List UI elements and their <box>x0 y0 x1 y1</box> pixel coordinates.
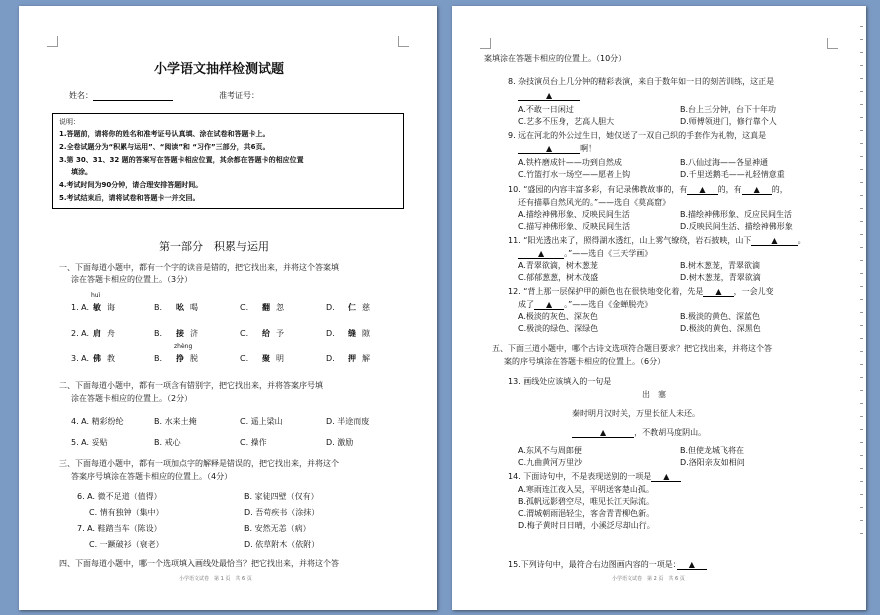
q10-source: 还有描摹自然风光的。”——选自《莫高窟》 <box>518 198 671 207</box>
option-char: 敏 <box>93 303 101 312</box>
option-char: 聚 <box>262 354 270 363</box>
q15-text <box>508 559 707 570</box>
option: B. 戒心 <box>154 438 181 447</box>
blank-marker: ▲ <box>771 236 778 245</box>
q8-text: 8. 杂技演员台上几分钟的精彩表演，来自于数年如一日的刻苦训练，这正是 <box>508 77 775 86</box>
margin-tick <box>860 195 863 196</box>
margin-tick <box>860 182 863 183</box>
page-1 <box>19 6 437 610</box>
margin-tick <box>860 455 863 456</box>
margin-tick <box>860 65 863 66</box>
option: B.台上三分钟，台下十年功 <box>680 105 777 114</box>
option: C.极淡的绿色、深绿色 <box>518 324 599 333</box>
question-heading: 答案序号填涂在答题卡相应的位置上。（4分） <box>71 472 233 481</box>
margin-tick <box>860 143 863 144</box>
option-char: 佛 <box>93 354 101 363</box>
note-line: 5.考试结束后，请将试卷和答题卡一并交回。 <box>59 194 200 202</box>
option: D.反映民间生活、描绘神佛形象 <box>680 222 793 231</box>
margin-tick <box>860 351 863 352</box>
note-line: 3.第 30、31、32 题的答案写在答题卡相应位置，其余都在答题卡的相应位置 <box>59 156 304 164</box>
option-label: C. <box>240 329 249 338</box>
notes-title: 说明： <box>59 118 80 126</box>
margin-tick <box>860 338 863 339</box>
q11-part: 。 <box>797 236 806 245</box>
margin-tick <box>860 286 863 287</box>
note-line: 填涂。 <box>71 168 92 176</box>
option: A.描绘神佛形象、反映民间生活 <box>518 210 630 219</box>
q14-option: B.孤帆远影碧空尽，唯见长江天际流。 <box>518 497 655 506</box>
option-label: D. <box>326 303 335 312</box>
option: B.但使龙城飞将在 <box>680 446 745 455</box>
option-char-rest: 明 <box>276 354 284 363</box>
q9-blank <box>518 143 596 154</box>
question-heading: 一、下面每道小题中，都有一个字的读音是错的，把它找出来，并将这个答案填 <box>59 263 339 272</box>
option: B.极淡的黄色、深蓝色 <box>680 312 761 321</box>
option-char: 接 <box>176 329 184 338</box>
option-char-rest: 忽 <box>276 303 284 312</box>
crop-mark <box>480 38 491 49</box>
option: A.极淡的灰色、深灰色 <box>518 312 598 321</box>
option-label: 3. A. <box>71 354 90 363</box>
question-heading: 涂在答题卡相应的位置上。（3分） <box>71 275 193 284</box>
q12-part: ，一会儿变 <box>733 287 774 296</box>
margin-tick <box>860 442 863 443</box>
q14-stem: 14. 下面诗句中，不是表现送别的一项是 <box>508 472 652 481</box>
option-char-rest: 济 <box>190 329 198 338</box>
option: D.极淡的黄色、深黑色 <box>680 324 761 333</box>
option-char-rest: 脱 <box>190 354 198 363</box>
crop-mark <box>47 36 58 47</box>
margin-tick <box>860 104 863 105</box>
option: C. 操作 <box>240 438 267 447</box>
blank-marker: ▲ <box>715 287 722 296</box>
q10-part: 10. “盛园的内容丰富多彩，有记录佛教故事的，有 <box>508 185 688 194</box>
option-char-rest: 隙 <box>362 329 370 338</box>
option-char: 挣 <box>176 354 184 363</box>
blank-marker: ▲ <box>688 560 695 569</box>
margin-tick <box>860 26 863 27</box>
option: D. 激励 <box>326 438 354 447</box>
name-label: 姓名： <box>69 91 93 100</box>
margin-tick <box>860 520 863 521</box>
question-heading: 三、下面每道小题中，都有一项加点字的解释是错误的，把它找出来，并将这个 <box>59 459 339 468</box>
margin-tick <box>860 390 863 391</box>
q14-option: D.梅子黄时日日晴，小溪泛尽却山行。 <box>518 521 655 530</box>
option-char: 给 <box>262 329 270 338</box>
option: C.九曲黄河万里沙 <box>518 458 583 467</box>
q9-tail: 啊！ <box>580 144 597 153</box>
page-title: 小学语文抽样检测试题 <box>154 62 285 77</box>
option: D.洛阳亲友如相问 <box>680 458 745 467</box>
margin-tick <box>860 273 863 274</box>
margin-tick <box>860 377 863 378</box>
q11-cont <box>518 248 652 259</box>
option: D.千里送鹅毛——礼轻情意重 <box>680 170 785 179</box>
q10-part: 的，有 <box>717 185 742 194</box>
q11-source: 。”——选自《三天学画》 <box>564 249 653 258</box>
poem-line-2 <box>572 427 706 438</box>
margin-tick <box>860 299 863 300</box>
blank-marker: ▲ <box>546 144 553 153</box>
option-char: 缝 <box>348 329 356 338</box>
option: D. 吾苟疾书（涂抹） <box>244 508 320 517</box>
blank-marker: ▲ <box>753 185 760 194</box>
option-label: B. <box>154 354 163 363</box>
option: A.不敢一日闲过 <box>518 105 574 114</box>
margin-tick <box>860 325 863 326</box>
q4-continuation: 案填涂在答题卡相应的位置上。（10分） <box>484 54 627 63</box>
q14-option: C.渭城朝雨浥轻尘，客舍青青柳色新。 <box>518 509 655 518</box>
option: 6. A. 微不足道（值得） <box>77 492 162 501</box>
option-label: 2. A. <box>71 329 90 338</box>
option: C. 情有独钟（集中） <box>89 508 164 517</box>
margin-tick <box>860 234 863 235</box>
note-line: 4.考试时间为90分钟，请合理安排答题时间。 <box>59 181 203 189</box>
margin-tick <box>860 403 863 404</box>
option-label: C. <box>240 303 249 312</box>
blank-marker: ▲ <box>546 91 553 100</box>
option: A.铁杵磨成针——功到自然成 <box>518 158 622 167</box>
option-label: B. <box>154 329 163 338</box>
q14-option: A.寒雨连江夜入吴，平明送客楚山孤。 <box>518 485 654 494</box>
option-char: 翻 <box>262 303 270 312</box>
option-char: 吆 <box>176 303 184 312</box>
q9-text: 9. 远在河北的外公过生日，她仅送了一双自己织的手套作为礼物，这真是 <box>508 131 767 140</box>
blank-marker: ▲ <box>600 428 607 437</box>
option: C.艺多不压身，艺高人胆大 <box>518 117 615 126</box>
crop-mark <box>398 36 409 47</box>
option: C. 一蹶破衫（衰老） <box>89 540 164 549</box>
option-label: D. <box>326 354 335 363</box>
blank-marker: ▲ <box>546 300 553 309</box>
option: C. 遥上梁山 <box>240 417 283 426</box>
margin-tick <box>860 169 863 170</box>
option: D. 依草附木（依附） <box>244 540 320 549</box>
q12-text <box>508 286 774 297</box>
pinyin: huì <box>91 292 101 299</box>
poem-line: ，不教胡马度阴山。 <box>634 428 707 437</box>
margin-tick <box>860 91 863 92</box>
exam-no-label: 准考证号： <box>219 91 259 100</box>
question-heading: 涂在答题卡相应的位置上。（2分） <box>71 394 193 403</box>
option-char-rest: 教 <box>107 354 115 363</box>
option-char-rest: 慈 <box>362 303 370 312</box>
poem-title: 出 塞 <box>642 390 666 399</box>
option-char: 押 <box>348 354 356 363</box>
question-heading: 二、下面每道小题中，都有一项含有错别字，把它找出来，并将答案序号填 <box>59 381 323 390</box>
option: 7. A. 鞋踏当车（陈设） <box>77 524 162 533</box>
page-2 <box>452 6 866 610</box>
option: B. 家徒四壁（仅有） <box>244 492 319 501</box>
q12-part: 成了 <box>518 300 534 309</box>
option: A.青翠欲滴，树木葱茏 <box>518 261 598 270</box>
margin-tick <box>860 247 863 248</box>
option: 5. A. 妥贴 <box>71 438 108 447</box>
margin-tick <box>860 533 863 534</box>
margin-tick <box>860 221 863 222</box>
option: C.描写神佛形象、反映民间生活 <box>518 222 631 231</box>
option-char-rest: 解 <box>362 354 370 363</box>
q12-part: 12. “背上那一层保护甲的颜色也在很快地变化着，先是 <box>508 287 704 296</box>
option: D.师傅领进门，修行靠个人 <box>680 117 777 126</box>
q11-text <box>508 235 806 246</box>
option: B.八仙过海——各显神通 <box>680 158 769 167</box>
margin-tick <box>860 468 863 469</box>
margin-tick <box>860 117 863 118</box>
blank-marker: ▲ <box>663 472 670 481</box>
option-label: D. <box>326 329 335 338</box>
note-line: 2.全卷试题分为“积累与运用”、“阅读”和 “习作”三部分，共6页。 <box>59 143 270 151</box>
margin-tick <box>860 52 863 53</box>
q14-text <box>508 471 681 482</box>
option-char-rest: 舟 <box>107 329 115 338</box>
margin-tick <box>860 494 863 495</box>
margin-tick <box>860 416 863 417</box>
q12-cont <box>518 299 652 310</box>
margin-tick <box>860 39 863 40</box>
margin-tick <box>860 208 863 209</box>
option: B. 水来土掩 <box>154 417 197 426</box>
note-line: 1.答题前，请将你的姓名和准考证号认真填、涂在试卷和答题卡上。 <box>59 130 270 138</box>
q10-part: 的， <box>771 185 788 194</box>
margin-tick <box>860 130 863 131</box>
option: C.竹篮打水一场空——愿者上钩 <box>518 170 631 179</box>
name-blank[interactable] <box>93 91 173 101</box>
option: A.东风不与周郎便 <box>518 446 582 455</box>
option: B.树木葱茏，青翠欲滴 <box>680 261 761 270</box>
option: D.树木葱茏，青翠欲滴 <box>680 273 761 282</box>
option: 4. A. 精彩纷纶 <box>71 417 124 426</box>
margin-tick <box>860 78 863 79</box>
margin-tick <box>860 429 863 430</box>
q15-stem: 15.下列诗句中，最符合右边图画内容的一项是： <box>508 560 677 569</box>
margin-tick <box>860 260 863 261</box>
part-heading: 第一部分 积累与运用 <box>159 240 269 253</box>
option: D. 半途而废 <box>326 417 370 426</box>
option-char-rest: 喝 <box>190 303 198 312</box>
q11-part: 11. “阳光透出来了，照得湖水透红，山上雾气缭绕，岩石披映，山下 <box>508 236 752 245</box>
question-heading: 四、下面每道小题中，哪一个选项填入画线处最恰当？把它找出来，并将这个答 <box>59 559 339 568</box>
margin-tick <box>860 507 863 508</box>
margin-tick <box>860 364 863 365</box>
q10-text <box>508 184 788 195</box>
blank-marker: ▲ <box>538 249 545 258</box>
page-footer: 小学语文试卷 第 1 页 共 6 页 <box>179 576 252 582</box>
option-label: 1. A. <box>71 303 90 312</box>
option: B.描绘神佛形象、反应民间生活 <box>680 210 793 219</box>
option-char-rest: 诲 <box>107 303 115 312</box>
option-char: 肩 <box>93 329 101 338</box>
crop-mark <box>827 38 838 49</box>
margin-tick <box>860 481 863 482</box>
q12-source: 。”——选自《金蝉脱壳》 <box>564 300 653 309</box>
question-heading: 五、下面三道小题中，哪个古诗文选项符合题目要求？把它找出来，并将这个答 <box>492 344 772 353</box>
poem-line: 秦时明月汉时关，万里长征人未还。 <box>572 409 700 418</box>
q13-text: 13. 画线处应该填入的一句是 <box>508 377 612 386</box>
option-char-rest: 予 <box>276 329 284 338</box>
q8-blank <box>518 90 580 101</box>
margin-tick <box>860 156 863 157</box>
margin-tick <box>860 312 863 313</box>
option: B. 安然无恙（病） <box>244 524 311 533</box>
option-label: B. <box>154 303 163 312</box>
question-heading: 案的序号填涂在答题卡相应的位置上。（6分） <box>504 357 666 366</box>
name-field <box>69 90 173 101</box>
blank-marker: ▲ <box>699 185 706 194</box>
option-char: 仁 <box>348 303 356 312</box>
pinyin: zhèng <box>174 343 193 350</box>
page-footer: 小学语文试卷 第 2 页 共 6 页 <box>612 576 685 582</box>
option-label: C. <box>240 354 249 363</box>
option: C.郁郁葱葱，树木茂盛 <box>518 273 599 282</box>
